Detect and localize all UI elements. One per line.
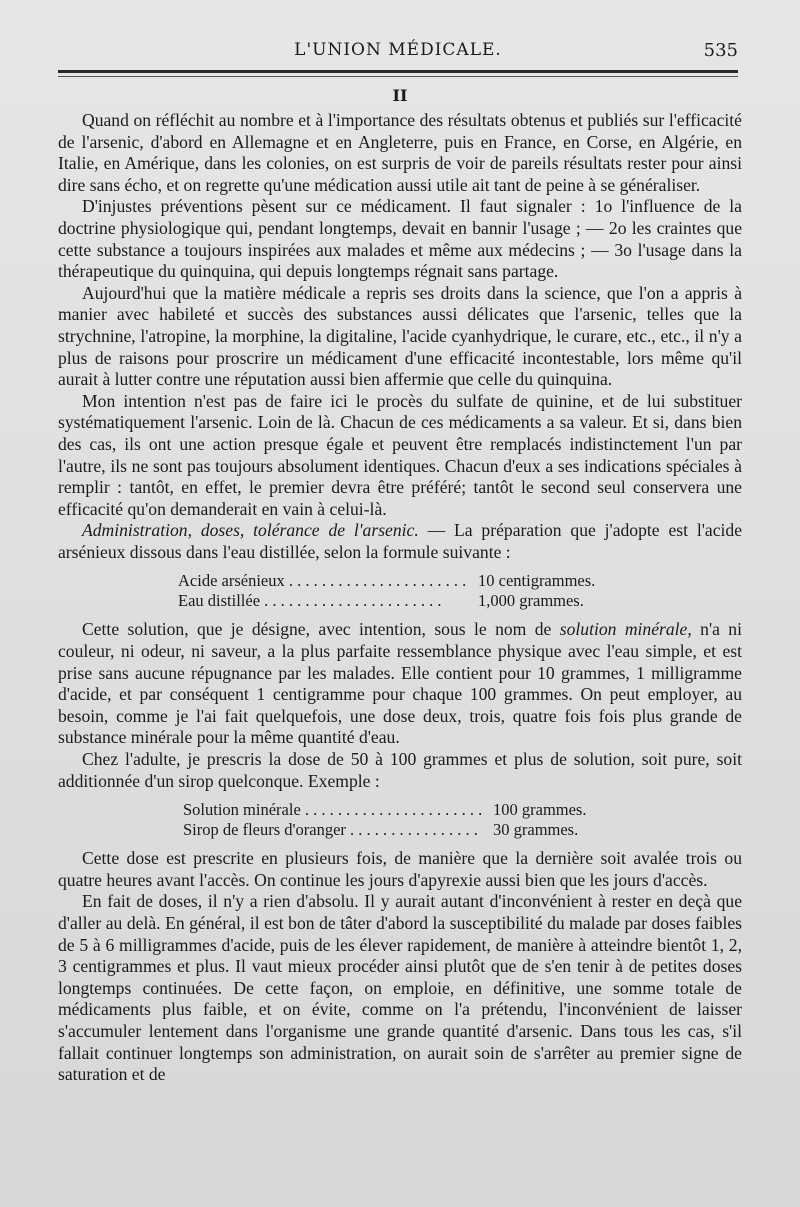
paragraph-text: — La préparation que j'adopte est l'acide arsénieux dissous dans l'eau distillée, selon la formule suivante :	[58, 520, 743, 562]
formula-table	[183, 800, 623, 840]
ingredient-name: Solution minérale . . .	[183, 800, 483, 820]
formula-row	[178, 591, 618, 611]
running-title: L'UNION MÉDICALE.	[294, 40, 502, 60]
paragraph	[58, 520, 742, 563]
paragraph: D'injustes préventions pèsent sur ce médicament. Il faut signaler : 1o l'influence de la doctrine physiologique qui, pendant longtemps, devait en bannir l'usage ; — 2o les craintes que cette substance a toujours inspirées aux malades et même aux médecins ; — 3o l'usage dans la thérapeutique du quinquina, qui depuis longtemps régnait sans partage.	[58, 196, 742, 282]
paragraph-text: Cette solution, que je désigne, avec intention, sous le nom de	[82, 619, 560, 640]
ingredient-quantity: 10 centigrammes.	[478, 571, 596, 591]
italic-heading: Administration, doses, tolérance de l'arsenic.	[82, 520, 419, 541]
formula-row	[178, 571, 618, 591]
paragraph: Cette dose est prescrite en plusieurs fois, de manière que la dernière soit avalée trois ou quatre heures avant l'accès. On continue les jours d'apyrexie aussi bien que les jours d'accès.	[58, 848, 742, 890]
paragraph: Quand on réfléchit au nombre et à l'importance des résultats obtenus et publiés sur l'efficacité de l'arsenic, d'abord en Allemagne et en Angleterre, puis en France, en Corse, en Algérie, en Italie, en Amérique, dans les colonies, on est surpris de voir de pareils résultats rester pour ainsi dire sans écho, et on regrette qu'une médication aussi utile ait tant de peine à se généraliser.	[58, 110, 742, 195]
formula-table	[178, 571, 618, 611]
section-number: II	[392, 86, 408, 105]
paragraph: Aujourd'hui que la matière médicale a repris ses droits dans la science, que l'on a appris à manier avec habileté et succès des substances aussi délicates que l'arsenic, telles que la strychnine, l'atropine, la morphine, la digitaline, l'acide cyanhydrique, le curare, etc., etc., il n'y a plus de raisons pour proscrire un médicament d'une efficacité incontestable, lors même qu'il aurait à lutter contre une réputation aussi bien affermie que celle du quinquina.	[58, 282, 742, 390]
paragraph-text: n'a ni couleur, ni odeur, ni saveur, a la plus parfaite ressemblance physique avec l'eau simple, et est prise sans aucune répugnance par les malades. Elle contient pour 10 grammes, 1 milligramme d'acide, et par conséquent 1 centigramme pour chaque 100 grammes. On peut employer, au besoin, comme je l'ai fait quelquefois, une dose deux, trois, quatre fois fois plus grande de substance minérale pour la même quantité d'eau.	[58, 619, 742, 748]
formula-row	[183, 820, 623, 840]
ingredient-quantity: 1,000 grammes.	[478, 591, 584, 611]
page-header	[58, 40, 738, 64]
paragraph: Mon intention n'est pas de faire ici le procès du sulfate de quinine, et de lui substituer systématiquement l'arsenic. Loin de là. Chacun de ces médicaments a sa valeur. Et si, dans bien des cas, ils ont une action presque égale et peuvent être remplacés indistinctement l'un par l'autre, ils ne sont pas toujours absolument identiques. Chacun d'eux a ses indications spéciales à remplir : tantôt, en effet, le premier devra être préféré; tantôt le second seul conservera une efficacité qu'on demanderait en vain à celui-là.	[58, 390, 742, 519]
body-text	[58, 110, 742, 1086]
header-rule	[58, 70, 738, 73]
paragraph: Chez l'adulte, je prescris la dose de 50 à 100 grammes et plus de solution, soit pure, soit additionnée d'un sirop quelconque. Exemple :	[58, 749, 742, 791]
ingredient-quantity: 30 grammes.	[493, 820, 579, 840]
ingredient-name: Sirop de fleurs d'oranger . . .	[183, 820, 483, 840]
ingredient-name: Acide arsénieux . . .	[178, 571, 478, 591]
ingredient-quantity: 100 grammes.	[493, 800, 587, 820]
ingredient-name: Eau distillée . . .	[178, 591, 478, 611]
page-number: 535	[703, 40, 738, 61]
header-rule-thin	[58, 76, 738, 77]
paragraph	[58, 619, 742, 749]
formula-row	[183, 800, 623, 820]
paragraph: En fait de doses, il n'y a rien d'absolu. Il y aurait autant d'inconvénient à rester en deçà que d'aller au delà. En général, il est bon de tâter d'abord la susceptibilité du malade par doses faibles de 5 à 6 milligrammes d'acide, puis de les élever rapidement, de manière à atteindre bientôt 1, 2, 3 centigrammes et plus. Il vaut mieux procéder ainsi plutôt que de s'en tenir à de petites doses longtemps continuées. De cette façon, on emploie, en définitive, une somme totale de médicaments plus faible, et on évite, comme on l'a prétendu, l'inconvénient de laisser s'accumuler lentement dans l'organisme une grande quantité d'arsenic. Dans tous les cas, s'il fallait continuer longtemps son administration, on aurait soin de s'arrêter au premier signe de saturation et de	[58, 891, 742, 1085]
italic-term: solution minérale,	[559, 619, 692, 640]
